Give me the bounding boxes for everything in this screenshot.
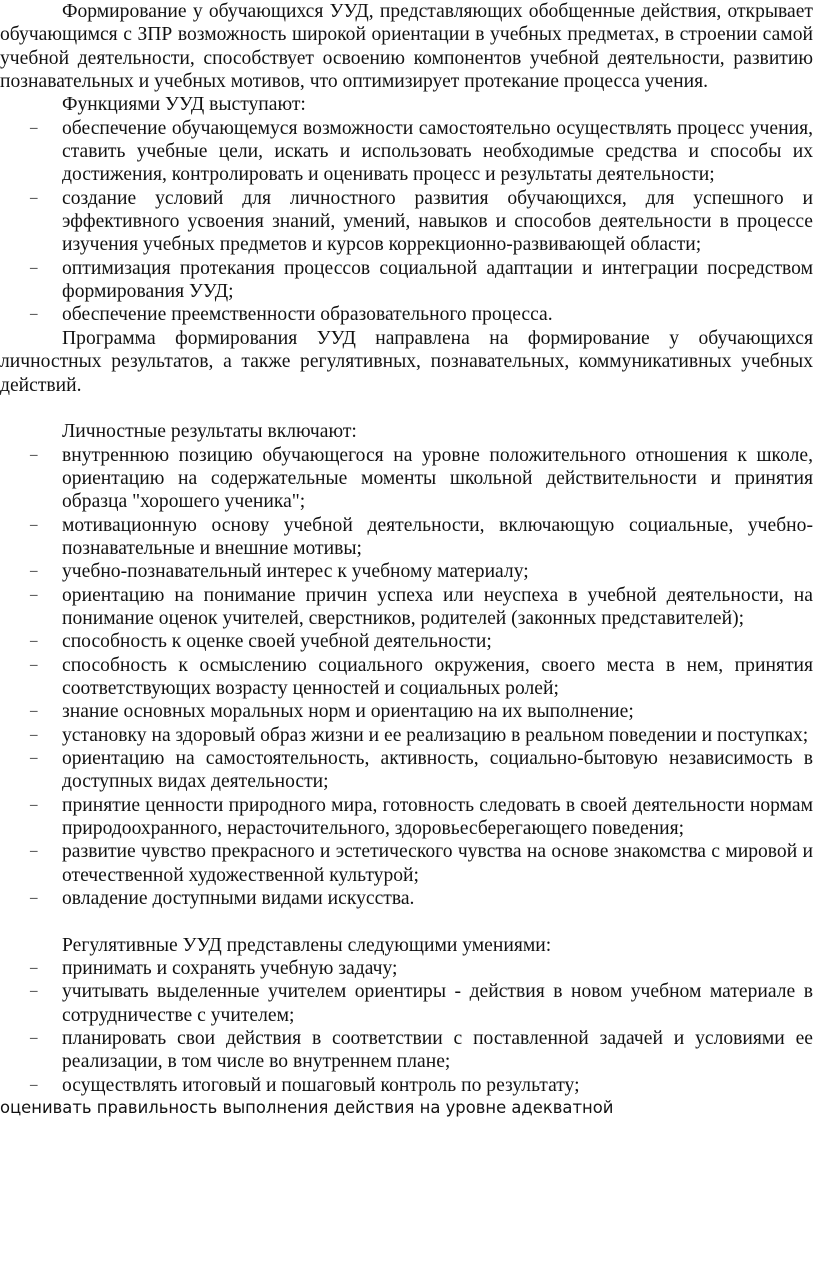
dash-marker: – — [30, 983, 38, 1000]
list-item — [0, 444, 813, 514]
dash-marker: – — [30, 516, 38, 533]
list-item — [0, 724, 813, 747]
list-item-text: планировать свои действия в соответствии с поставленной задачей и условиями ее реализации, в том числе во внутреннем плане; — [62, 1028, 813, 1073]
dash-marker: – — [30, 726, 38, 743]
list-item-text: способность к осмыслению социального окружения, своего места в нем, принятия соответствующих возрасту ценностей и социальных ролей; — [62, 654, 813, 699]
list-item-text: обеспечение преемственности образовательного процесса. — [62, 304, 553, 326]
regulatory-list — [0, 957, 816, 1097]
intro-paragraph: Формирование у обучающихся УУД, представляющих обобщенные действия, открывает обучающимся с ЗПР возможность широкой ориентации в учебных предметах, в строении самой учебной деятельности, способствует освоению компонентов учебной деятельности, развитию познавательных и учебных мотивов, что оптимизирует протекание процесса учения. — [0, 1, 813, 93]
list-item-text: учитывать выделенные учителем ориентиры - действия в новом учебном материале в сотрудничестве с учителем; — [62, 981, 813, 1026]
list-item — [0, 654, 813, 701]
list-item-text: мотивационную основу учебной деятельности, включающую социальные, учебно-познавательные и внешние мотивы; — [62, 514, 813, 559]
dash-marker: – — [30, 259, 38, 276]
list-item-text: знание основных моральных норм и ориентацию на их выполнение; — [62, 701, 634, 723]
blank-line — [0, 910, 816, 933]
list-item — [0, 887, 813, 910]
list-item — [0, 257, 813, 304]
list-item — [0, 980, 813, 1027]
personal-results-list — [0, 444, 816, 911]
list-item — [0, 303, 813, 326]
dash-marker: – — [30, 1076, 38, 1093]
dash-marker: – — [30, 306, 38, 323]
list-item — [0, 1027, 813, 1074]
list-item-text: создание условий для личностного развития обучающихся, для успешного и эффективного усвоения знаний, умений, навыков и способов деятельности в процессе изучения учебных предметов и курсов коррекционно-развивающей области; — [62, 187, 813, 256]
list-item — [0, 794, 813, 841]
dash-marker: – — [30, 750, 38, 766]
list-item — [0, 840, 813, 887]
list-item-text: обеспечение обучающемуся возможности самостоятельно осуществлять процесс учения, ставить учебные цели, искать и использовать необходимые средства и способы их достижения, контролировать и оценивать процесс и результаты деятельности; — [62, 117, 813, 186]
list-item-text: ориентацию на самостоятельность, активность, социально-бытовую независимость в доступных видах деятельности; — [62, 748, 813, 793]
dash-marker: – — [30, 960, 38, 977]
list-item-text: оптимизация протекания процессов социальной адаптации и интеграции посредством формирования УУД; — [62, 257, 813, 303]
list-item-text: осуществлять итоговый и пошаговый контроль по результату; — [62, 1074, 580, 1096]
functions-lead: Функциями УУД выступают: — [62, 94, 306, 116]
list-item-text: ориентацию на понимание причин успеха или неуспеха в учебной деятельности, на понимание оценок учителей, сверстников, родителей (законных представителей); — [62, 584, 813, 629]
dash-marker: – — [30, 843, 38, 860]
functions-list — [0, 117, 816, 327]
blank-line — [0, 397, 816, 420]
dash-marker: – — [30, 1030, 38, 1047]
trailing-line: оценивать правильность выполнения действия на уровне адекватной — [0, 1098, 614, 1118]
list-item — [0, 747, 813, 794]
list-item — [0, 560, 813, 583]
list-item-text: принимать и сохранять учебную задачу; — [62, 958, 398, 980]
list-item — [0, 187, 813, 257]
list-item — [0, 117, 813, 187]
list-item-text: развитие чувство прекрасного и эстетического чувства на основе знакомства с мировой и отечественной художественной культурой; — [62, 841, 813, 886]
list-item-text: принятие ценности природного мира, готовность следовать в своей деятельности нормам природоохранного, нерасточительного, здоровьесберегающего поведения; — [62, 794, 813, 840]
program-paragraph: Программа формирования УУД направлена на формирование у обучающихся личностных результатов, а также регулятивных, познавательных, коммуникативных учебных действий. — [0, 327, 813, 396]
personal-results-lead: Личностные результаты включают: — [62, 421, 357, 443]
list-item — [0, 700, 813, 723]
list-item-text: овладение доступными видами искусства. — [62, 888, 415, 910]
list-item-text: внутреннюю позицию обучающегося на уровне положительного отношения к школе, ориентацию на содержательные моменты школьной действительности и принятия образца "хорошего ученика"; — [62, 444, 813, 513]
dash-marker: – — [30, 446, 38, 463]
dash-marker: – — [30, 703, 38, 720]
dash-marker: – — [30, 119, 38, 136]
list-item-text: учебно-познавательный интерес к учебному материалу; — [62, 561, 529, 583]
dash-marker: – — [30, 633, 38, 650]
dash-marker: – — [30, 796, 38, 813]
dash-marker: – — [30, 890, 38, 907]
dash-marker: – — [30, 189, 38, 206]
list-item — [0, 514, 813, 561]
list-item — [0, 1074, 813, 1097]
list-item — [0, 584, 813, 631]
regulatory-lead: Регулятивные УУД представлены следующими умениями: — [62, 934, 552, 956]
dash-marker: – — [30, 656, 38, 673]
dash-marker: – — [30, 586, 38, 603]
list-item-text: установку на здоровый образ жизни и ее реализацию в реальном поведении и поступках; — [62, 724, 809, 746]
list-item-text: способность к оценке своей учебной деятельности; — [62, 631, 492, 653]
list-item — [0, 957, 813, 980]
list-item — [0, 630, 813, 653]
dash-marker: – — [30, 563, 38, 580]
